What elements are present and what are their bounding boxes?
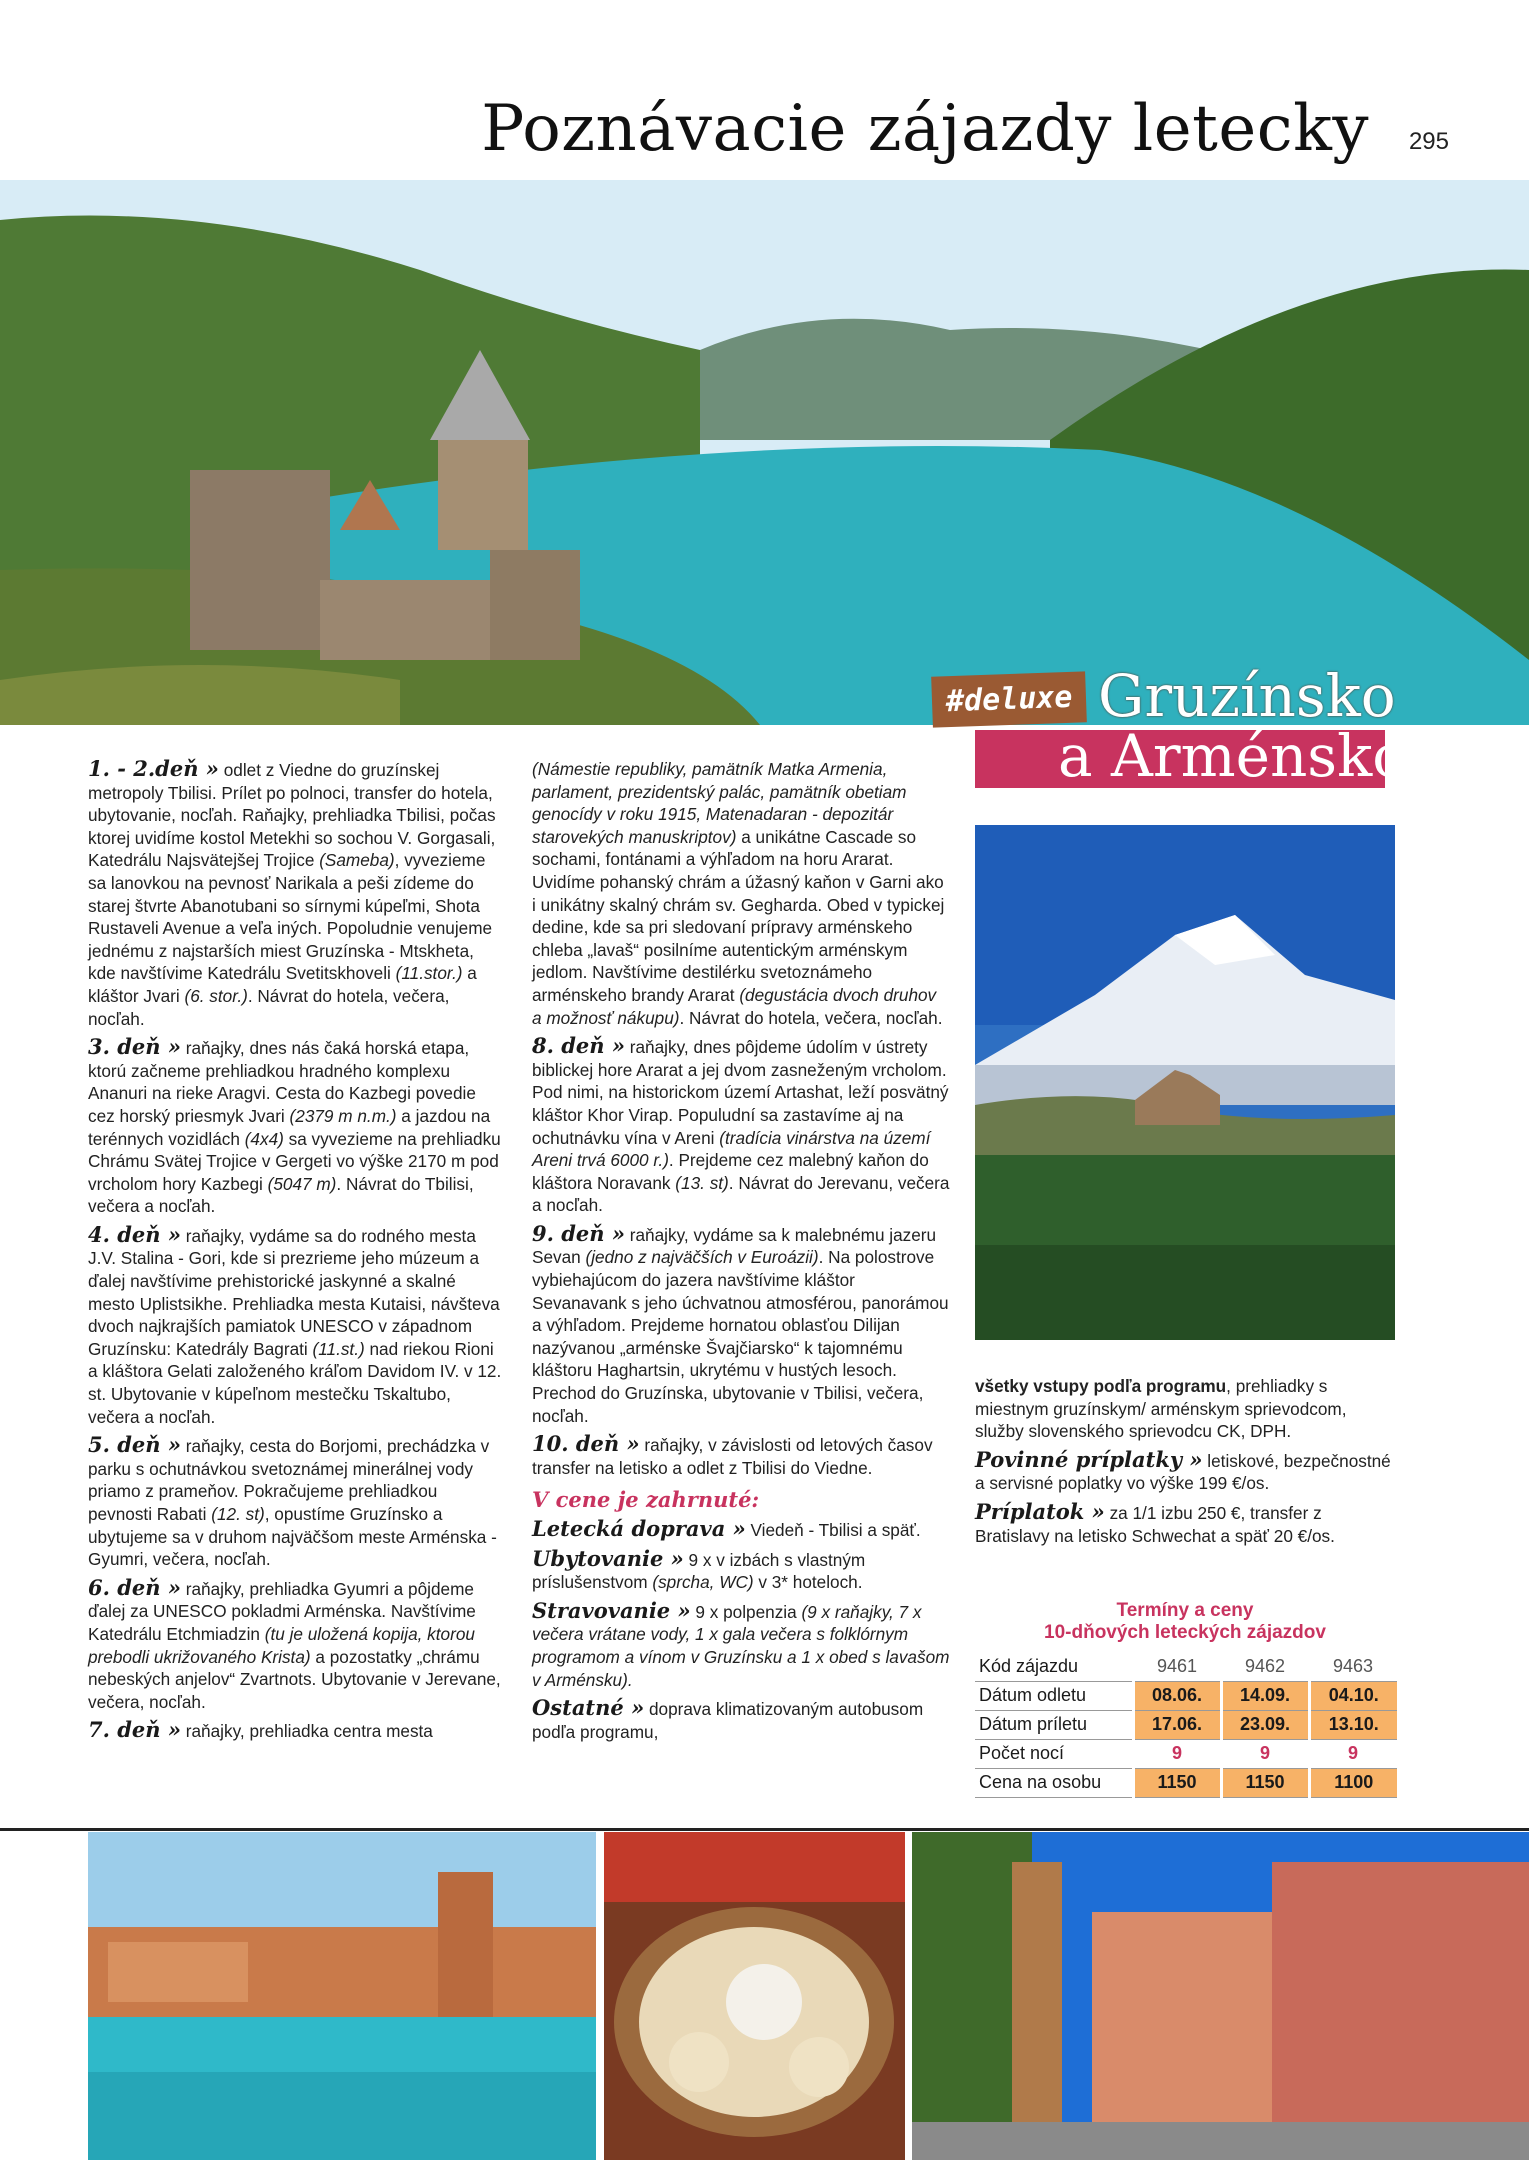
day-heading: 9. deň »	[532, 1220, 625, 1246]
photo-ararat-khor-virap	[975, 825, 1395, 1340]
table-cell: 9	[1309, 1739, 1397, 1768]
deluxe-tag: #deluxe	[931, 671, 1087, 727]
table-cell: 14.09.	[1221, 1681, 1309, 1710]
table-cell: 08.06.	[1133, 1681, 1221, 1710]
destination-title-line2: a Arménsko	[1058, 722, 1408, 790]
day-note: (2379 m n.m.)	[289, 1105, 397, 1126]
surcharge-text: za 1/1 izbu 250 €, transfer z Bratislavy na letisko Schwechat a späť 20 €/os.	[975, 1502, 1335, 1546]
included-heading: V cene je zahrnuté:	[532, 1487, 760, 1513]
optional-surcharge	[975, 1498, 1395, 1547]
day-text: raňajky, dnes pôjdeme údolím v ústrety biblickej hore Ararat a jej dvom zasneženým vrcholom. Pod nimi, na historickom území Artashat, leží posvätný kláštor Khor Virap. Populudní sa zastavíme aj na ochutnávku vína v Areni	[532, 1037, 949, 1148]
table-row	[975, 1768, 1397, 1797]
day-heading: 1. - 2.deň »	[88, 756, 219, 781]
page-number: 295	[1408, 128, 1449, 155]
day-note: (tradícia vinárstva na území Areni trvá 6000 r.)	[532, 1127, 931, 1171]
table-cell: 04.10.	[1309, 1681, 1397, 1710]
day-text: raňajky, prehliadka Gyumri a pôjdeme ďalej za UNESCO pokladmi Arménska. Navštívime Katedrálu Etchmiadzin	[88, 1578, 476, 1644]
table-row	[975, 1652, 1397, 1681]
mandatory-surcharges	[975, 1446, 1395, 1495]
itinerary-day	[532, 1220, 950, 1427]
surcharge-label: Povinné príplatky »	[975, 1446, 1203, 1472]
included-label: Ostatné »	[532, 1695, 645, 1721]
photo-yerevan-square	[88, 1832, 596, 2160]
itinerary-day	[88, 1434, 503, 1571]
included-text: , prehliadky s miestnym gruzínskym/ arménskym sprievodcom, služby slovenského sprievodcu CK, DPH.	[975, 1376, 1347, 1442]
conditions-column	[975, 1375, 1395, 1553]
day-text: raňajky, cesta do Borjomi, prechádzka v parku s ochutnávkou svetoznámej minerálnej vody priamo z prameňov. Pokračujeme prehliadkou pevnosti Rabati	[88, 1436, 490, 1524]
included-text: v 3* hoteloch.	[753, 1572, 863, 1593]
table-cell: 17.06.	[1133, 1710, 1221, 1739]
day-note: (5047 m)	[267, 1173, 337, 1194]
included-label: Stravovanie »	[532, 1597, 691, 1623]
row-label: Kód zájazdu	[975, 1652, 1133, 1681]
day-note: (11.stor.)	[395, 963, 463, 984]
table-cell: 1150	[1221, 1768, 1309, 1797]
included-flight	[532, 1518, 950, 1542]
day-text: . Na polostrove vybiehajúcom do jazera navštívime kláštor Sevanavank s jeho úchvatnou atmosférou, panorámou a výhľadom. Prejdeme hornatou oblasťou Dilijan nazývanou „arménske Švajčiarsko“ k tajomnému kláštoru Haghartsin, ukrytému v hustých lesoch. Prechod do Gruzínska, ubytovanie v Tbilisi, večera, nocľah.	[532, 1247, 949, 1426]
day-note: (jedno z najväčších v Euroázii)	[585, 1247, 819, 1268]
included-board	[532, 1597, 950, 1691]
included-accommodation	[532, 1545, 950, 1594]
table-cell: 23.09.	[1221, 1710, 1309, 1739]
row-label: Cena na osobu	[975, 1768, 1133, 1797]
price-table-title-line2: 10-dňových leteckých zájazdov	[1044, 1622, 1326, 1643]
included-text: 9 x polpenzia	[690, 1601, 802, 1622]
itinerary-day	[88, 1036, 503, 1218]
day-text: . Návrat do Jerevanu, večera a nocľah.	[532, 1172, 950, 1216]
itinerary-day	[88, 1719, 503, 1743]
table-row	[975, 1739, 1397, 1768]
day-text: raňajky, prehliadka centra mesta	[180, 1721, 433, 1742]
photo-khinkali-food	[604, 1832, 905, 2160]
itinerary-day	[88, 758, 503, 1030]
day-text: . Návrat do hotela, večera, nocľah.	[88, 985, 450, 1029]
included-text: Viedeň - Tbilisi a späť.	[745, 1520, 921, 1540]
row-label: Dátum príletu	[975, 1710, 1133, 1739]
table-cell: 1150	[1133, 1768, 1221, 1797]
hero-photo-ananuri	[0, 180, 1529, 725]
included-note: (sprcha, WC)	[652, 1572, 754, 1593]
row-label: Dátum odletu	[975, 1681, 1133, 1710]
day-heading: 4. deň »	[88, 1221, 181, 1247]
itinerary-day	[532, 1433, 950, 1479]
day-note: (Námestie republiky, pamätník Matka Armenia, parlament, prezidentský palác, pamätník obetiam genocídy v roku 1915, Matenadaran - depozitár starovekých manuskriptov)	[532, 759, 907, 847]
photo-tbilisi-old-town	[912, 1832, 1529, 2160]
table-cell: 9	[1221, 1739, 1309, 1768]
table-row	[975, 1681, 1397, 1710]
day-note: (6. stor.)	[184, 985, 248, 1006]
day-note: (13. st)	[675, 1172, 729, 1193]
day-note: (12. st)	[211, 1504, 265, 1524]
day-heading: 3. deň »	[88, 1034, 181, 1060]
table-cell: 9461	[1133, 1652, 1221, 1681]
day-note: (Sameba)	[319, 850, 395, 871]
day-note: (tu je uložená kopija, ktorou prebodli ukrižovaného Krista)	[88, 1623, 475, 1667]
day-text: , opustíme Gruzínsko a ubytujeme sa v druhom najväčšom meste Arménska - Gyumri, večera, nocľah.	[88, 1504, 497, 1570]
table-cell: 13.10.	[1309, 1710, 1397, 1739]
day-text: a unikátne Cascade so sochami, fontánami a výhľadom na horu Ararat. Uvidíme pohanský chrám a úžasný kaňon v Garni ako i unikátny skalný chrám sv. Gegharda. Obed v typickej dedine, kde sa pri sledovaní prípravy arménskeho chleba „lavaš“ posilníme autentickým arménskym jedlom. Navštívime destilérku svetoznámeho arménskeho brandy Ararat	[532, 826, 945, 1005]
included-other-continued	[975, 1375, 1395, 1443]
table-cell: 1100	[1309, 1768, 1397, 1797]
surcharge-label: Príplatok »	[975, 1498, 1105, 1524]
itinerary-day	[88, 1574, 503, 1714]
day-heading: 10. deň »	[532, 1431, 640, 1457]
included-other	[532, 1697, 950, 1743]
price-table-title	[975, 1600, 1395, 1644]
day-text: nad riekou Rioni a kláštora Gelati založeného kráľom Davidom IV. v 12. st. Ubytovanie v kúpeľnom mestečku Tskaltubo, večera a nocľah.	[88, 1338, 502, 1427]
day-text: raňajky, v závislosti od letových časov transfer na letisko a odlet z Tbilisi do Viedne.	[532, 1435, 933, 1478]
day-text: odlet z Viedne do gruzínskej metropoly Tbilisi. Prílet po polnoci, transfer do hotela, ubytovanie, nocľah. Raňajky, prehliadka Tbilisi, počas ktorej uvidíme kostol Metekhi so sochou V. Gorgasali, Katedrálu Najsvätejšej Trojice	[88, 760, 496, 871]
included-bold: všetky vstupy podľa programu	[975, 1376, 1227, 1396]
day-text: . Návrat do hotela, večera, nocľah.	[679, 1007, 943, 1028]
day-heading: 5. deň »	[88, 1432, 181, 1458]
day-text: a jazdou na terénnych vozidlách	[88, 1105, 491, 1149]
day-text: raňajky, vydáme sa do rodného mesta J.V. Stalina - Gori, kde si prezrieme jeho múzeum a ďalej navštívime prehistorické jaskynné a skalné mesto Uplistsikhe. Prehliadka mesta Kutaisi, návšteva dvoch najkrajších pamiatok UNESCO v západnom Gruzínsku: Katedrály Bagrati	[88, 1225, 500, 1359]
day-note: (4x4)	[244, 1128, 284, 1149]
day-text: sa vyvezieme na prehliadku Chrámu Svätej Trojice v Gergeti vo výške 2170 m pod vrcholom hory Kazbegi	[88, 1128, 501, 1194]
table-row	[975, 1710, 1397, 1739]
day-note: (11.st.)	[312, 1338, 365, 1359]
table-cell: 9	[1133, 1739, 1221, 1768]
table-cell: 9463	[1309, 1652, 1397, 1681]
destination-title-line1: Gruzínsko	[1098, 662, 1396, 730]
day-note: (degustácia dvoch druhov a možnosť nákupu)	[532, 984, 937, 1028]
price-table-title-line1: Termíny a ceny	[1116, 1600, 1254, 1621]
row-label: Počet nocí	[975, 1739, 1133, 1768]
day-text: a kláštor Jvari	[88, 963, 477, 1006]
day-heading: 8. deň »	[532, 1033, 625, 1059]
day-text: a pozostatky „chrámu nebeských anjelov“ Zvartnots. Ubytovanie v Jerevane, večera, nocľah.	[88, 1646, 501, 1712]
itinerary-day	[88, 1221, 503, 1428]
day-text: . Návrat do Tbilisi, večera a nocľah.	[88, 1173, 474, 1217]
table-cell: 9462	[1221, 1652, 1309, 1681]
included-label: Letecká doprava »	[532, 1516, 746, 1541]
included-text: 9 x v izbách s vlastným príslušenstvom	[532, 1549, 866, 1593]
day-text: raňajky, vydáme sa k malebnému jazeru Sevan	[532, 1224, 937, 1268]
surcharge-text: letiskové, bezpečnostné a servisné poplatky vo výške 199 €/os.	[975, 1450, 1391, 1494]
day-heading: 6. deň »	[88, 1574, 181, 1600]
day-text: . Prejdeme cez malebný kaňon do kláštora Noravank	[532, 1150, 929, 1193]
day-text: raňajky, dnes nás čaká horská etapa, ktorú začneme prehliadkou hradného komplexu Ananuri na rieke Aragvi. Cesta do Kazbegi povedie cez horský priesmyk Jvari	[88, 1038, 476, 1126]
itinerary-column-2	[532, 758, 950, 1749]
day-text: , vyvezieme sa lanovkou na pevnosť Narikala a peši zídeme do starej štvrte Abanotubani so sírnymi kúpeľmi, Shota Rustaveli Avenue a veľa iných. Popoludnie venujeme jednému z najstarších miest Gruzínska - Mtskheta, kde navštívime Katedrálu Svetitskhoveli	[88, 850, 493, 984]
itinerary-day-continued	[532, 758, 950, 1029]
included-note: (9 x raňajky, 7 x večera vrátane vody, 1 x gala večera s folklórnym programom a vínom v Gruzínsku a 1 x obed s lavašom v Arménsku).	[532, 1601, 950, 1690]
itinerary-day	[532, 1035, 950, 1217]
day-heading: 7. deň »	[88, 1717, 181, 1743]
price-table	[975, 1652, 1397, 1798]
included-text: doprava klimatizovaným autobusom podľa programu,	[532, 1699, 924, 1742]
section-divider	[0, 1828, 1529, 1831]
included-label: Ubytovanie »	[532, 1545, 684, 1571]
itinerary-column-1	[88, 758, 503, 1749]
page-title: Poznávacie zájazdy letecky	[481, 92, 1369, 166]
